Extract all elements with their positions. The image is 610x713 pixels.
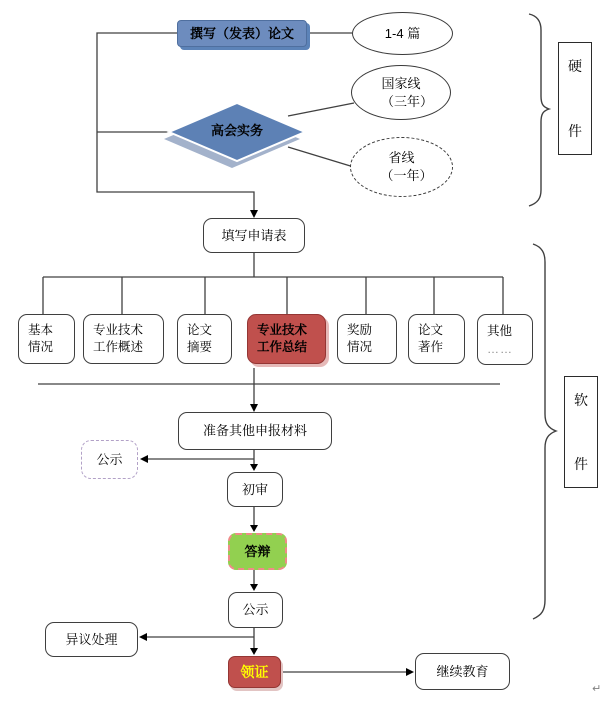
publications-text1: 论文 xyxy=(418,323,444,338)
hardware-char-1: 硬 xyxy=(568,58,582,74)
paper-abstract-text2: 摘要 xyxy=(187,340,213,354)
province-line-text1: 省线 xyxy=(388,150,415,166)
brace-software xyxy=(533,244,556,619)
node-fill-form-label: 填写申请表 xyxy=(221,227,287,243)
defense-label: 答辩 xyxy=(244,543,271,559)
software-label-box xyxy=(564,376,598,488)
first-review-label: 初审 xyxy=(241,481,268,497)
arrowhead-to-education xyxy=(406,668,414,676)
node-exam-label: 高会实务 xyxy=(210,123,263,139)
node-province-line xyxy=(350,137,453,197)
node-paper-abstract xyxy=(177,314,232,364)
basic-info-text2: 情况 xyxy=(28,340,54,354)
hardware-char-2: 件 xyxy=(568,123,582,139)
national-line-text2: （三年） xyxy=(380,93,433,109)
objection-label: 异议处理 xyxy=(65,631,118,647)
node-exam-label-overlay xyxy=(187,119,287,143)
line-diamond-province xyxy=(288,147,357,168)
tech-summary-text1: 专业技术 xyxy=(257,323,308,338)
tech-overview-text2: 工作概述 xyxy=(93,340,144,354)
arrowhead-to-defense xyxy=(250,525,258,532)
tech-overview-text1: 专业技术 xyxy=(93,323,144,338)
node-basic-info xyxy=(18,314,75,364)
paragraph-mark: ↵ xyxy=(592,683,602,695)
node-write-paper xyxy=(177,20,307,47)
node-publicity-1 xyxy=(81,440,138,479)
arrowhead-to-cert xyxy=(250,648,258,655)
node-fill-form xyxy=(203,218,305,253)
node-publications xyxy=(408,314,465,364)
brace-hardware xyxy=(529,14,549,206)
awards-text1: 奖励 xyxy=(347,323,373,338)
software-char-1: 软 xyxy=(574,392,588,408)
software-char-2: 件 xyxy=(574,456,588,472)
arrowhead-to-fillform xyxy=(250,210,258,218)
node-publicity-2 xyxy=(228,592,283,628)
arrowhead-to-prepare xyxy=(250,404,258,412)
node-awards xyxy=(337,314,397,364)
publicity-2-label: 公示 xyxy=(242,602,269,618)
node-paper-count xyxy=(352,12,453,55)
national-line-text1: 国家线 xyxy=(381,75,421,91)
publicity-1-label: 公示 xyxy=(96,451,123,467)
continuing-education-label: 继续教育 xyxy=(436,663,489,679)
node-objection xyxy=(45,622,138,657)
awards-text2: 情况 xyxy=(347,340,373,354)
node-prepare-materials xyxy=(178,412,332,450)
arrowhead-to-publicity1 xyxy=(140,455,148,463)
node-get-certificate xyxy=(228,656,281,688)
publications-text2: 著作 xyxy=(418,340,444,354)
node-write-paper-label: 撰写（发表）论文 xyxy=(189,25,294,41)
arrowhead-to-objection xyxy=(139,633,147,641)
province-line-text2: （一年） xyxy=(380,168,433,183)
others-text2: …… xyxy=(487,342,513,357)
node-others xyxy=(477,314,533,365)
tech-summary-text2: 工作总结 xyxy=(257,340,308,354)
node-continuing-education xyxy=(415,653,510,690)
node-first-review xyxy=(227,472,283,507)
node-tech-summary xyxy=(247,314,326,364)
prepare-materials-label: 准备其他申报材料 xyxy=(202,423,307,439)
node-tech-overview xyxy=(83,314,164,364)
basic-info-text1: 基本 xyxy=(28,323,54,338)
line-diamond-national xyxy=(288,103,354,116)
arrowhead-to-publicity2 xyxy=(250,584,258,591)
node-defense xyxy=(228,533,287,570)
others-text1: 其他 xyxy=(487,324,513,338)
get-certificate-label: 领证 xyxy=(240,663,269,680)
paper-abstract-text1: 论文 xyxy=(187,323,213,338)
hardware-label-box xyxy=(558,42,592,155)
arrowhead-to-review xyxy=(250,464,258,471)
node-paper-count-label: 1-4 篇 xyxy=(384,25,421,41)
node-national-line xyxy=(351,65,451,120)
